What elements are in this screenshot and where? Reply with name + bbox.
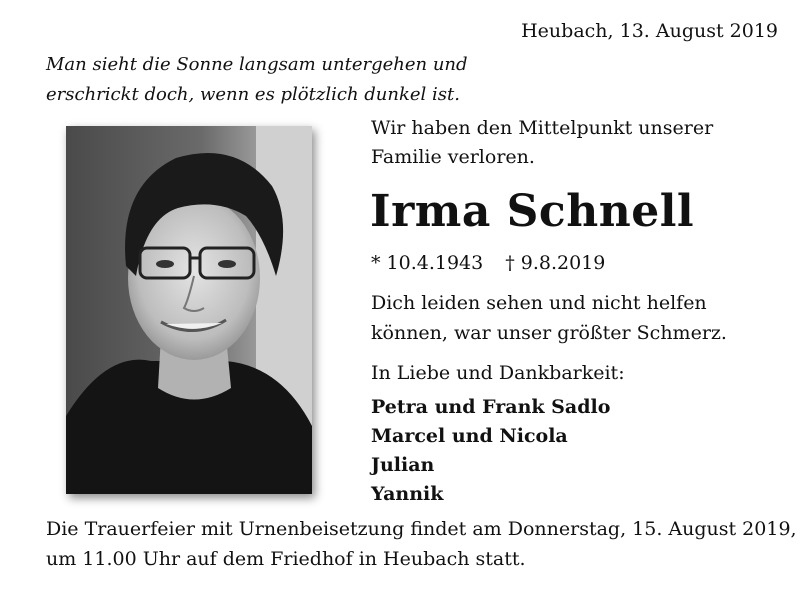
quote-line-2: können, war unser größter Schmerz. bbox=[371, 322, 727, 344]
place-date: Heubach, 13. August 2019 bbox=[521, 20, 778, 42]
mourners-list bbox=[371, 393, 610, 509]
intro-text bbox=[371, 114, 713, 172]
funeral-line-1: Die Trauerfeier mit Urnenbeisetzung findet am Donnerstag, 15. August 2019, bbox=[46, 518, 797, 540]
motto-line-1: Man sieht die Sonne langsam untergehen und bbox=[46, 54, 468, 75]
birth-date: * 10.4.1943 bbox=[371, 252, 484, 274]
life-dates bbox=[371, 252, 605, 274]
deceased-name: Irma Schnell bbox=[370, 186, 695, 237]
mourner-name: Petra und Frank Sadlo bbox=[371, 396, 611, 418]
mourners-heading: In Liebe und Dankbarkeit: bbox=[371, 362, 625, 384]
quote-line-1: Dich leiden sehen und nicht helfen bbox=[371, 292, 707, 314]
intro-line-2: Familie verloren. bbox=[371, 146, 535, 168]
portrait-photo bbox=[66, 126, 312, 494]
intro-line-1: Wir haben den Mittelpunkt unserer bbox=[371, 117, 714, 139]
funeral-notice bbox=[46, 514, 797, 574]
motto-quote bbox=[46, 50, 468, 110]
motto-line-2: erschrickt doch, wenn es plötzlich dunkel ist. bbox=[46, 84, 460, 105]
death-date: † 9.8.2019 bbox=[505, 252, 606, 274]
mourner-name: Marcel und Nicola bbox=[371, 425, 568, 447]
funeral-line-2: um 11.00 Uhr auf dem Friedhof in Heubach statt. bbox=[46, 548, 526, 570]
mourner-name: Yannik bbox=[371, 483, 444, 505]
mourner-name: Julian bbox=[371, 454, 435, 476]
grief-quote bbox=[371, 288, 727, 348]
